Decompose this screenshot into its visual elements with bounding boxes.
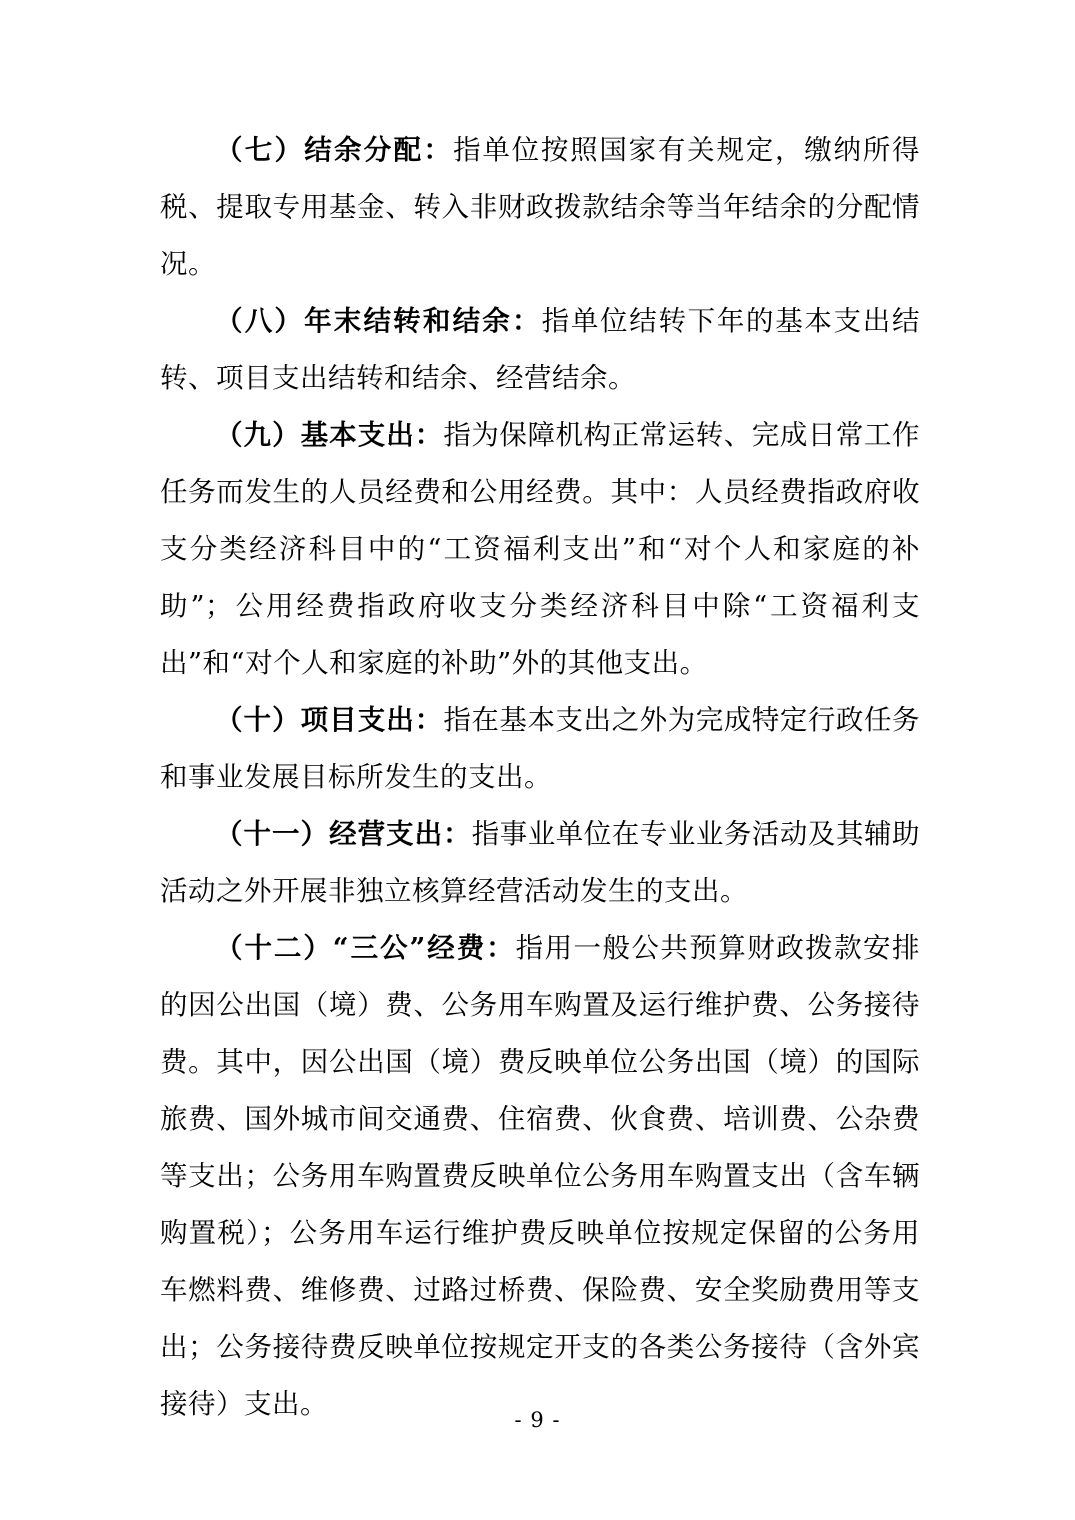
paragraph-11-body: 指事业单位在专业业务活动及其辅助活动之外开展非独立核算经营活动发生的支出。 bbox=[160, 818, 920, 907]
paragraph-9-lead: （九）基本支出： bbox=[215, 419, 444, 451]
paragraph-7-lead: （七）结余分配： bbox=[215, 134, 454, 166]
paragraph-10-lead: （十）项目支出： bbox=[215, 704, 444, 736]
document-body bbox=[160, 122, 920, 1433]
paragraph-8-lead: （八）年末结转和结余： bbox=[215, 305, 542, 337]
paragraph-10-body: 指在基本支出之外为完成特定行政任务和事业发展目标所发生的支出。 bbox=[160, 704, 921, 793]
paragraph-10 bbox=[160, 692, 920, 806]
paragraph-9 bbox=[160, 407, 920, 692]
paragraph-8 bbox=[160, 293, 920, 407]
paragraph-11-lead: （十一）经营支出： bbox=[215, 818, 472, 850]
paragraph-9-body: 指为保障机构正常运转、完成日常工作任务而发生的人员经费和公用经费。其中：人员经费指政府收支分类经济科目中的“工资福利支出”和“对个人和家庭的补助”；公用经费指政府收支分类经济科目中除“工资福利支出”和“对个人和家庭的补助”外的其他支出。 bbox=[160, 419, 921, 679]
paragraph-7-body: 指单位按照国家有关规定，缴纳所得税、提取专用基金、转入非财政拨款结余等当年结余的分配情况。 bbox=[160, 134, 921, 280]
paragraph-7 bbox=[160, 122, 920, 293]
paragraph-12-lead: （十二）“三公”经费： bbox=[215, 932, 516, 964]
paragraph-12 bbox=[160, 920, 920, 1433]
paragraph-11 bbox=[160, 806, 920, 920]
paragraph-12-body: 指用一般公共预算财政拨款安排的因公出国（境）费、公务用车购置及运行维护费、公务接待费。其中，因公出国（境）费反映单位公务出国（境）的国际旅费、国外城市间交通费、住宿费、伙食费、培训费、公杂费等支出；公务用车购置费反映单位公务用车购置支出（含车辆购置税）；公务用车运行维护费反映单位按规定保留的公务用车燃料费、维修费、过路过桥费、保险费、安全奖励费用等支出；公务接待费反映单位按规定开支的各类公务接待（含外宾接待）支出。 bbox=[160, 932, 921, 1420]
paragraph-8-body: 指单位结转下年的基本支出结转、项目支出结转和结余、经营结余。 bbox=[160, 305, 921, 394]
page-number: - 9 - bbox=[514, 1408, 561, 1432]
